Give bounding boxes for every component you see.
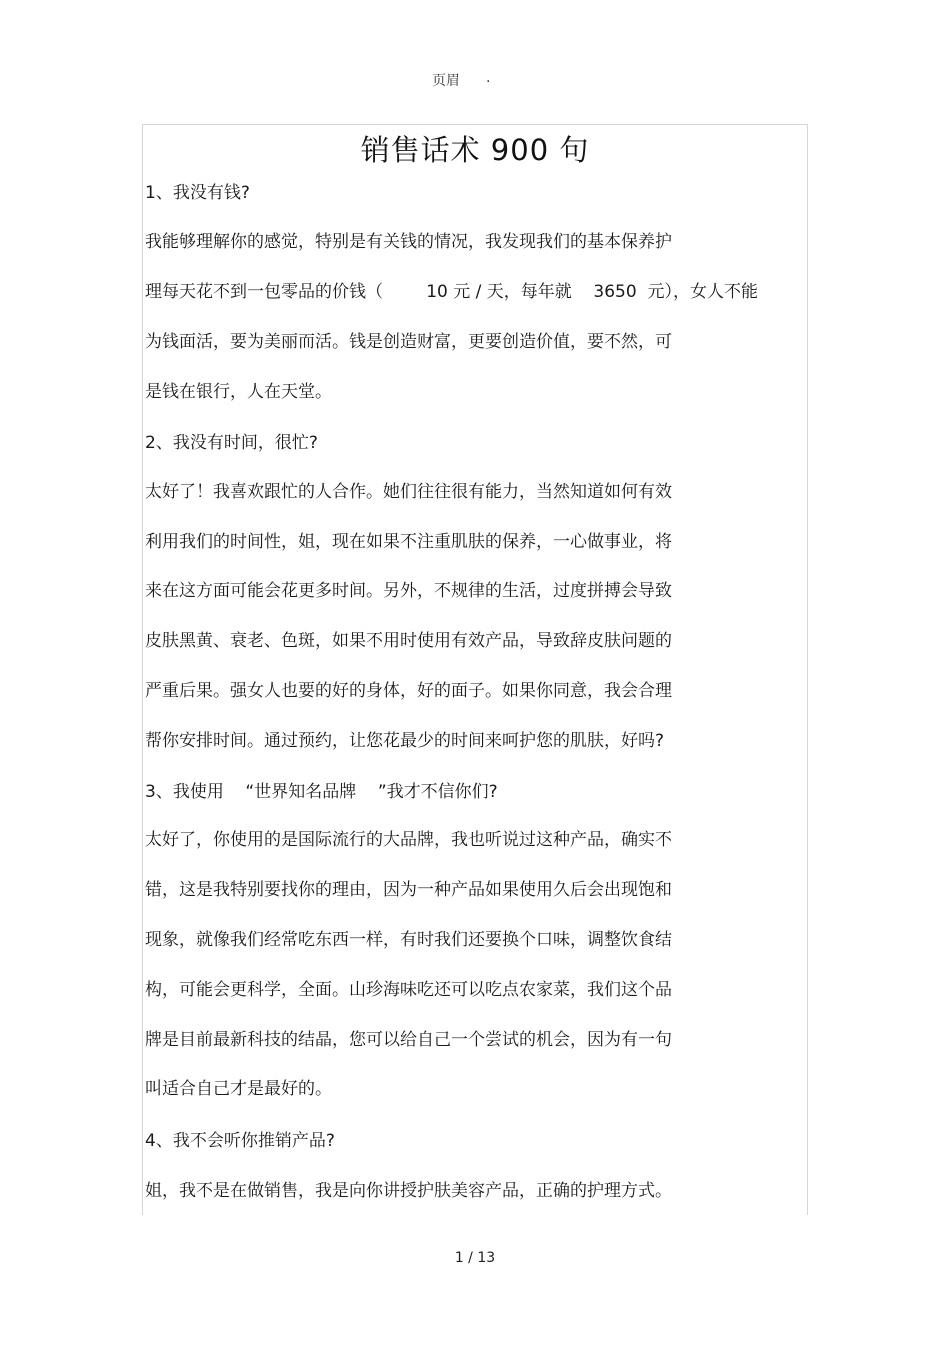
page-header — [0, 70, 950, 90]
text-line: 是钱在银行，人在天堂。 — [145, 382, 332, 402]
text-line: 来在这方面可能会花更多时间。另外，不规律的生活，过度拼搏会导致 — [145, 581, 672, 601]
page-indicator: 1 / 13 — [454, 1250, 496, 1266]
question-2: 2、我没有时间，很忙? — [145, 433, 318, 453]
text-line: 叫适合自己才是最好的。 — [145, 1079, 332, 1099]
header-label: 页眉 — [432, 73, 460, 89]
text-line: 现象，就像我们经常吃东西一样，有时我们还要换个口味，调整饮食结 — [145, 930, 672, 950]
text-line: 太好了！我喜欢跟忙的人合作。她们往往很有能力，当然知道如何有效 — [145, 482, 672, 502]
question-3: 3、我使用 “世界知名品牌 ”我才不信你们? — [145, 782, 498, 802]
text-line: 严重后果。强女人也要的好的身体，好的面子。如果你同意，我会合理 — [145, 681, 672, 701]
text-line: 我能够理解你的感觉，特别是有关钱的情况，我发现我们的基本保养护 — [145, 232, 672, 252]
text-line: 姐，我不是在做销售，我是向你讲授护肤美容产品，正确的护理方式。 — [145, 1181, 672, 1201]
text-line: 利用我们的时间性，姐，现在如果不注重肌肤的保养，一心做事业，将 — [145, 532, 672, 552]
text-line: 理每天花不到一包零品的价钱（ 10 元 / 天，每年就 3650 元），女人不能 — [145, 282, 758, 302]
question-4: 4、我不会听你推销产品? — [145, 1131, 335, 1151]
header-dot: . — [486, 70, 491, 86]
text-line: 为钱面活，要为美丽而活。钱是创造财富，更要创造价值，要不然，可 — [145, 332, 672, 352]
text-line: 错，这是我特别要找你的理由，因为一种产品如果使用久后会出现饱和 — [145, 880, 672, 900]
text-line: 太好了，你使用的是国际流行的大品牌，我也听说过这种产品，确实不 — [145, 830, 672, 850]
question-1: 1、我没有钱? — [145, 183, 250, 203]
text-line: 帮你安排时间。通过预约，让您花最少的时间来呵护您的肌肤，好吗? — [145, 731, 665, 751]
text-line: 皮肤黑黄、衰老、色斑，如果不用时使用有效产品，导致辞皮肤问题的 — [145, 631, 672, 651]
text-line: 构，可能会更科学，全面。山珍海味吃还可以吃点农家菜，我们这个品 — [145, 980, 672, 1000]
text-line: 牌是目前最新科技的结晶，您可以给自己一个尝试的机会，因为有一句 — [145, 1030, 672, 1050]
document-title: 销售话术 900 句 — [360, 133, 590, 167]
